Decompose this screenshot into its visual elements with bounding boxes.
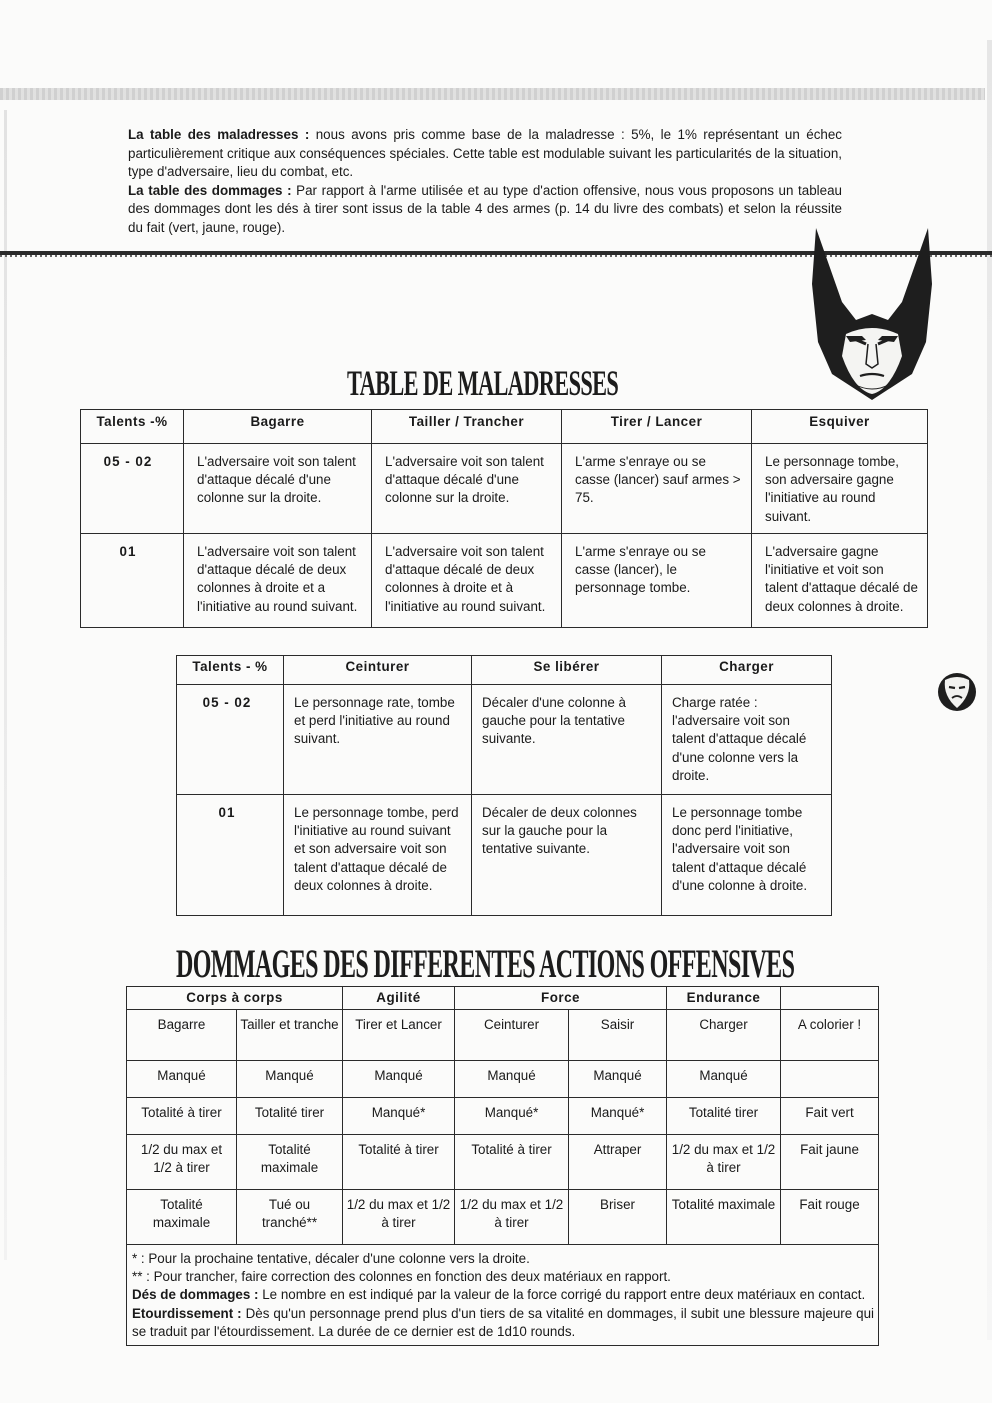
group-agilite: Agilité <box>343 987 455 1010</box>
header-esquiver: Esquiver <box>752 410 928 444</box>
table-cell: Décaler de deux colonnes sur la gauche pour la tentative suivante. <box>472 795 662 916</box>
table-cell: Décaler d'une colonne à gauche pour la tentative suivante. <box>472 685 662 795</box>
title-table-maladresses: TABLE DE MALADRESSES <box>347 363 619 403</box>
table-cell: L'adversaire voit son talent d'attaque décalé d'une colonne sur la droite. <box>372 444 562 534</box>
table-cell: 1/2 du max et 1/2 à tirer <box>343 1190 455 1245</box>
table-cell: 1/2 du max et 1/2 à tirer <box>455 1190 569 1245</box>
table-cell: Manqué <box>127 1061 237 1098</box>
header-talents: Talents - % <box>177 656 284 685</box>
group-empty <box>781 987 879 1010</box>
subheader-tirer-lancer: Tirer et Lancer <box>343 1010 455 1061</box>
table-group-header-row <box>127 987 879 1010</box>
table-row <box>127 1135 879 1190</box>
table-cell: Manqué <box>455 1061 569 1098</box>
table-cell: Manqué <box>237 1061 343 1098</box>
note-single-star: * : Pour la prochaine tentative, décaler d'une colonne vers la droite. <box>132 1251 530 1266</box>
intro-paragraph-maladresses: La table des maladresses : nous avons pris comme base de la maladresse : 5%, le 1% représentant un échec particulièrement critique aux conséquences spéciales. Cette table est modulable suivant les particularités de la situation, type d'adversaire, lieu du combat, etc. <box>128 127 842 180</box>
theater-mask-icon <box>936 670 978 714</box>
table-cell: Totalité maximale <box>667 1190 781 1245</box>
table-cell: Tué ou tranché** <box>237 1190 343 1245</box>
table-maladresses-1 <box>80 409 928 628</box>
table-cell: L'arme s'enraye ou se casse (lancer) sauf armes > 75. <box>562 444 752 534</box>
cell-level: 05 - 02 <box>177 685 284 795</box>
table-cell: Le personnage tombe, perd l'initiative au round suivant et son adversaire voit son talent d'attaque décalé de deux colonnes à droite. <box>284 795 472 916</box>
table-cell: Charge ratée : l'adversaire voit son talent d'attaque décalé d'une colonne vers la droite. <box>662 685 832 795</box>
table-row <box>177 685 832 795</box>
header-tailler-trancher: Tailler / Trancher <box>372 410 562 444</box>
intro-text <box>128 126 842 238</box>
header-charger: Charger <box>662 656 832 685</box>
subheader-a-colorier: A colorier ! <box>781 1010 879 1061</box>
table-maladresses-2 <box>176 655 832 916</box>
table-row <box>127 1098 879 1135</box>
table-notes-row <box>127 1245 879 1346</box>
table-cell: Manqué* <box>455 1098 569 1135</box>
table-row <box>127 1190 879 1245</box>
table-cell: L'adversaire voit son talent d'attaque décalé d'une colonne sur la droite. <box>184 444 372 534</box>
subheader-tailler-trancher: Tailler et tranche <box>237 1010 343 1061</box>
cell-level: 05 - 02 <box>81 444 184 534</box>
table-cell: Totalité maximale <box>237 1135 343 1190</box>
table-cell <box>781 1061 879 1098</box>
title-dommages: DOMMAGES DES DIFFERENTES ACTIONS OFFENSIVES <box>176 941 795 986</box>
header-talents: Talents -% <box>81 410 184 444</box>
table-cell: Totalité maximale <box>127 1190 237 1245</box>
table-subheader-row <box>127 1010 879 1061</box>
header-ceinturer: Ceinturer <box>284 656 472 685</box>
table-cell: Totalité à tirer <box>343 1135 455 1190</box>
subheader-saisir: Saisir <box>569 1010 667 1061</box>
group-endurance: Endurance <box>667 987 781 1010</box>
subheader-ceinturer: Ceinturer <box>455 1010 569 1061</box>
header-bagarre: Bagarre <box>184 410 372 444</box>
table-cell: Manqué <box>667 1061 781 1098</box>
table-row <box>81 534 928 628</box>
top-rule <box>0 88 985 100</box>
note-etourdissement: Etourdissement : Dès qu'un personnage prend plus d'un tiers de sa vitalité en dommages, il subit une blessure majeure qui se traduit par l'étourdissement. La durée de ce dernier est de 1d10 rounds. <box>132 1305 875 1339</box>
header-tirer-lancer: Tirer / Lancer <box>562 410 752 444</box>
table-cell: L'arme s'enraye ou se casse (lancer), le personnage tombe. <box>562 534 752 628</box>
cell-level: 01 <box>81 534 184 628</box>
table-cell: Le personnage rate, tombe et perd l'initiative au round suivant. <box>284 685 472 795</box>
table-cell: Fait rouge <box>781 1190 879 1245</box>
table-cell: Manqué* <box>569 1098 667 1135</box>
table-cell: 1/2 du max et 1/2 à tirer <box>667 1135 781 1190</box>
table-cell: Le personnage tombe, son adversaire gagne l'initiative au round suivant. <box>752 444 928 534</box>
table-cell: Le personnage tombe donc perd l'initiative, l'adversaire voit son talent d'attaque décalé d'une colonne à droite. <box>662 795 832 916</box>
table-cell: L'adversaire voit son talent d'attaque décalé de deux colonnes à droite et à l'initiative au round suivant. <box>372 534 562 628</box>
group-corps-a-corps: Corps à corps <box>127 987 343 1010</box>
table-cell: L'adversaire gagne l'initiative et voit son talent d'attaque décalé de deux colonnes à droite. <box>752 534 928 628</box>
header-se-liberer: Se libérer <box>472 656 662 685</box>
table-row <box>127 1061 879 1098</box>
table-cell: Totalité tirer <box>667 1098 781 1135</box>
table-cell: Attraper <box>569 1135 667 1190</box>
table-cell: Fait jaune <box>781 1135 879 1190</box>
table-cell: L'adversaire voit son talent d'attaque décalé de deux colonnes à droite et a l'initiative au round suivant. <box>184 534 372 628</box>
group-force: Force <box>455 987 667 1010</box>
table-cell: 1/2 du max et 1/2 à tirer <box>127 1135 237 1190</box>
subheader-bagarre: Bagarre <box>127 1010 237 1061</box>
table-row <box>81 444 928 534</box>
table-cell: Fait vert <box>781 1098 879 1135</box>
table-notes <box>127 1245 879 1346</box>
table-cell: Totalité à tirer <box>127 1098 237 1135</box>
note-des-dommages: Dés de dommages : Le nombre en est indiqué par la valeur de la force corrigé du rapport entre deux matériaux en contact. <box>132 1287 866 1303</box>
table-row <box>177 795 832 916</box>
scan-edge-right <box>987 40 992 1340</box>
table-cell: Totalité tirer <box>237 1098 343 1135</box>
table-header-row <box>81 410 928 444</box>
table-dommages <box>126 986 879 1346</box>
table-cell: Manqué* <box>343 1098 455 1135</box>
scan-edge-left <box>4 110 7 1260</box>
note-double-star: ** : Pour trancher, faire correction des colonnes en fonction des deux matériaux en rapport. <box>132 1269 671 1285</box>
table-cell: Totalité à tirer <box>455 1135 569 1190</box>
table-cell: Manqué <box>343 1061 455 1098</box>
subheader-charger: Charger <box>667 1010 781 1061</box>
cell-level: 01 <box>177 795 284 916</box>
wolverine-mask-icon <box>806 224 938 404</box>
table-cell: Manqué <box>569 1061 667 1098</box>
intro-paragraph-dommages: La table des dommages : Par rapport à l'arme utilisée et au type d'action offensive, nous vous proposons un tableau des dommages dont les dés à tirer sont issus de la table 4 des armes (p. 14 du livre des combats) et selon la réussite du fait (vert, jaune, rouge). <box>128 182 842 235</box>
table-cell: Briser <box>569 1190 667 1245</box>
table-header-row <box>177 656 832 685</box>
